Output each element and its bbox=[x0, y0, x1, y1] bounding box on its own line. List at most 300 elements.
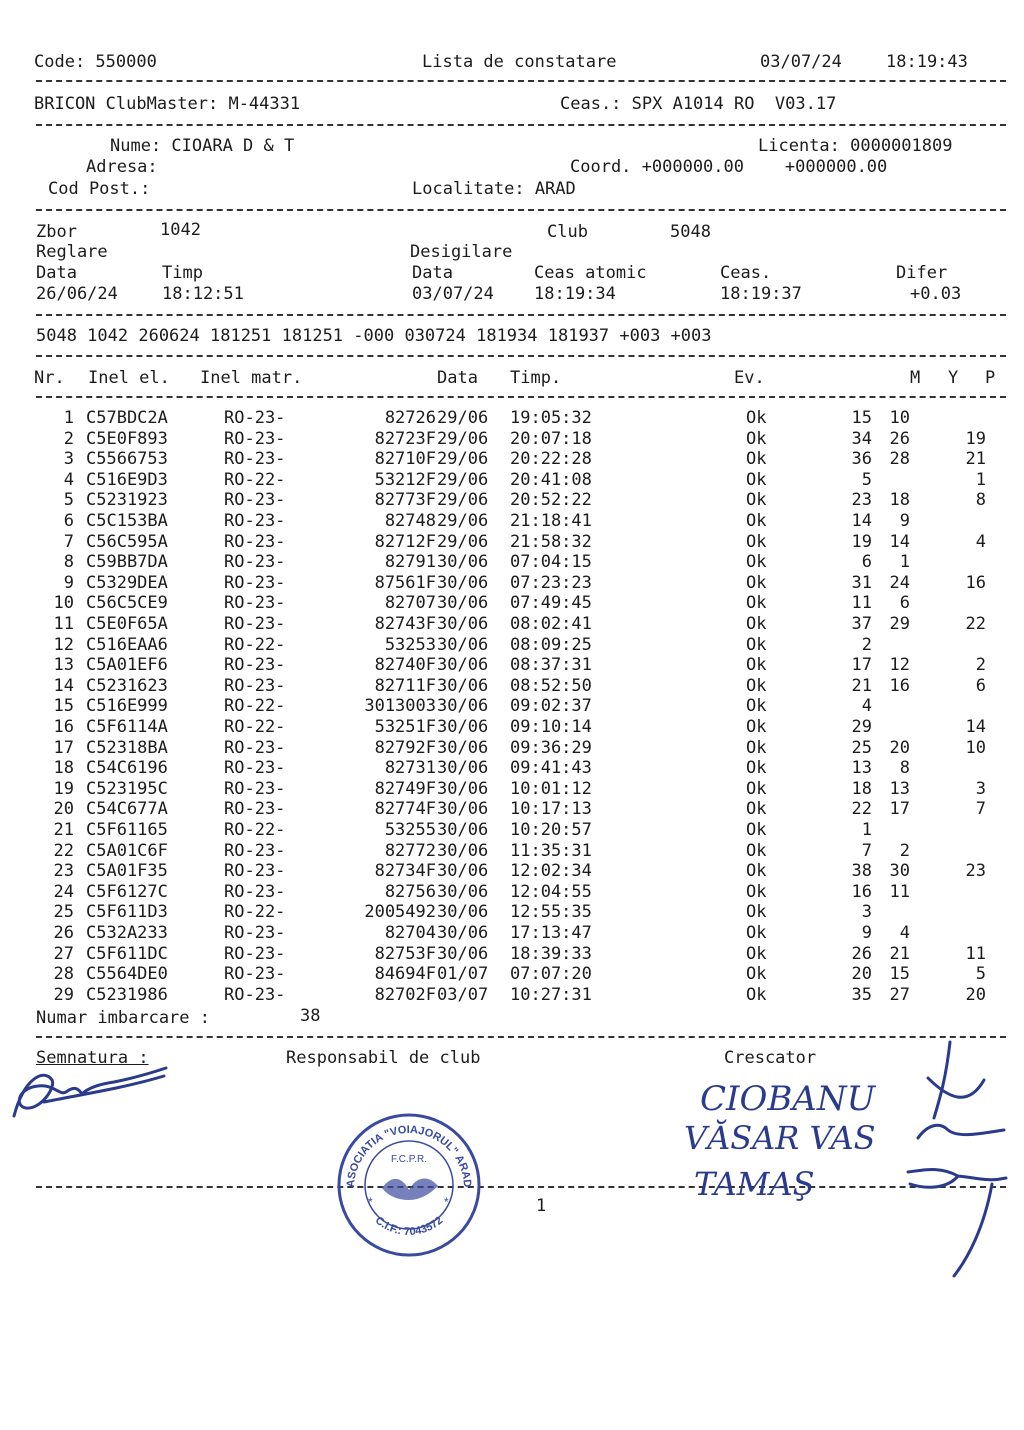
arrival-time: 09:02:37 bbox=[510, 696, 592, 717]
event-status: Ok bbox=[746, 511, 767, 531]
arrival-time: 10:17:13 bbox=[510, 799, 592, 820]
rank-y: 24 bbox=[889, 572, 910, 593]
row-number: 25 bbox=[53, 902, 74, 923]
electronic-ring: C5231986 bbox=[86, 984, 168, 1005]
electronic-ring: C5F6114A bbox=[86, 717, 168, 737]
electronic-ring: C5F611D3 bbox=[86, 902, 168, 923]
arrival-date: 01/07 bbox=[437, 964, 489, 985]
row-number: 26 bbox=[53, 923, 74, 943]
rank-m: 1 bbox=[861, 820, 872, 840]
signature-right bbox=[888, 1038, 1018, 1278]
table-row bbox=[0, 655, 1024, 676]
table-row bbox=[0, 408, 1024, 429]
table-row bbox=[0, 738, 1024, 759]
rank-y: 11 bbox=[889, 881, 910, 902]
page-number: 1 bbox=[536, 1196, 547, 1216]
rank-m: 38 bbox=[851, 861, 872, 882]
row-number: 29 bbox=[53, 984, 74, 1005]
arrival-date: 30/06 bbox=[437, 840, 489, 861]
arrival-time: 08:02:41 bbox=[510, 614, 592, 634]
electronic-ring: C57BDC2A bbox=[86, 408, 168, 428]
arrival-date: 30/06 bbox=[437, 737, 489, 758]
ring-prefix: RO-23- bbox=[224, 449, 286, 470]
table-row bbox=[0, 902, 1024, 923]
row-number: 21 bbox=[53, 820, 74, 840]
breeder-label: Crescator bbox=[724, 1048, 817, 1068]
event-status: Ok bbox=[746, 696, 767, 717]
divider bbox=[36, 124, 1006, 126]
ring-number: 82707 bbox=[384, 593, 436, 614]
col-data: Data bbox=[437, 368, 478, 388]
ring-prefix: RO-23- bbox=[224, 511, 286, 531]
arrival-date: 30/06 bbox=[437, 943, 489, 964]
col-y: Y bbox=[948, 368, 959, 388]
table-row bbox=[0, 923, 1024, 944]
club-number: 5048 bbox=[670, 222, 711, 242]
arrival-time: 20:07:18 bbox=[510, 428, 592, 449]
electronic-ring: C5F61165 bbox=[86, 820, 168, 840]
ring-prefix: RO-23- bbox=[224, 840, 286, 861]
rank-y: 2 bbox=[899, 840, 910, 861]
electronic-ring: C5A01EF6 bbox=[86, 655, 168, 676]
electronic-ring: C56C5CE9 bbox=[86, 593, 168, 614]
rank-p: 2 bbox=[975, 655, 986, 676]
row-number: 2 bbox=[63, 428, 74, 449]
rank-m: 23 bbox=[851, 490, 872, 511]
ring-prefix: RO-23- bbox=[224, 593, 286, 614]
electronic-ring: C516EAA6 bbox=[86, 634, 168, 655]
arrival-time: 12:55:35 bbox=[510, 902, 592, 923]
club-label: Club bbox=[547, 222, 588, 242]
ring-prefix: RO-23- bbox=[224, 861, 286, 882]
rank-y: 4 bbox=[899, 923, 910, 943]
table-row bbox=[0, 470, 1024, 491]
ring-prefix: RO-23- bbox=[224, 572, 286, 593]
ring-number: 82726 bbox=[384, 408, 436, 428]
bird-icon bbox=[382, 1178, 438, 1200]
ring-number: 82740F bbox=[374, 655, 436, 676]
row-number: 19 bbox=[53, 778, 74, 799]
ring-number: 82710F bbox=[374, 449, 436, 470]
rank-m: 34 bbox=[851, 428, 872, 449]
rank-y: 20 bbox=[889, 737, 910, 758]
arrival-date: 30/06 bbox=[437, 799, 489, 820]
event-status: Ok bbox=[746, 408, 767, 428]
club-responsible-label: Responsabil de club bbox=[286, 1048, 481, 1068]
reglare-date: 26/06/24 bbox=[36, 284, 118, 304]
difference-label: Difer bbox=[896, 263, 948, 283]
row-number: 9 bbox=[63, 572, 74, 593]
handwriting-line-3: TAMAŞ bbox=[694, 1165, 815, 1203]
rank-p: 3 bbox=[975, 778, 986, 799]
row-number: 15 bbox=[53, 696, 74, 717]
arrival-time: 21:58:32 bbox=[510, 531, 592, 552]
arrival-date: 30/06 bbox=[437, 634, 489, 655]
arrival-date: 30/06 bbox=[437, 675, 489, 696]
ring-prefix: RO-23- bbox=[224, 964, 286, 985]
electronic-ring: C5F611DC bbox=[86, 943, 168, 964]
handwriting-line-1: CIOBANU bbox=[700, 1079, 876, 1119]
ring-prefix: RO-22- bbox=[224, 717, 286, 737]
rank-m: 16 bbox=[851, 881, 872, 902]
ring-number: 82702F bbox=[374, 984, 436, 1005]
arrival-time: 18:39:33 bbox=[510, 943, 592, 964]
ring-number: 82749F bbox=[374, 778, 436, 799]
arrival-time: 20:52:22 bbox=[510, 490, 592, 511]
rank-m: 20 bbox=[851, 964, 872, 985]
arrival-date: 29/06 bbox=[437, 469, 489, 490]
electronic-ring: C54C6196 bbox=[86, 758, 168, 779]
stamp-text-mid: F.C.P.R. bbox=[391, 1154, 427, 1165]
rank-p: 8 bbox=[975, 490, 986, 511]
rank-m: 14 bbox=[851, 511, 872, 531]
reglare-label: Reglare bbox=[36, 242, 108, 262]
owner-name: Nume: CIOARA D & T bbox=[110, 136, 295, 156]
document-title: Lista de constatare bbox=[422, 52, 617, 72]
event-status: Ok bbox=[746, 758, 767, 779]
row-number: 28 bbox=[53, 964, 74, 985]
row-number: 16 bbox=[53, 717, 74, 737]
ring-prefix: RO-23- bbox=[224, 614, 286, 634]
table-row bbox=[0, 532, 1024, 553]
rank-p: 10 bbox=[965, 737, 986, 758]
arrival-time: 10:20:57 bbox=[510, 820, 592, 840]
arrival-date: 30/06 bbox=[437, 902, 489, 923]
rank-m: 25 bbox=[851, 737, 872, 758]
arrival-date: 30/06 bbox=[437, 696, 489, 717]
rank-m: 13 bbox=[851, 758, 872, 779]
rank-y: 16 bbox=[889, 675, 910, 696]
ring-number: 82772 bbox=[384, 840, 436, 861]
ring-prefix: RO-23- bbox=[224, 778, 286, 799]
table-row bbox=[0, 552, 1024, 573]
ring-prefix: RO-23- bbox=[224, 408, 286, 428]
electronic-ring: C516E9D3 bbox=[86, 469, 168, 490]
arrival-time: 09:41:43 bbox=[510, 758, 592, 779]
rank-p: 7 bbox=[975, 799, 986, 820]
arrival-time: 07:07:20 bbox=[510, 964, 592, 985]
divider bbox=[36, 396, 1006, 398]
ring-prefix: RO-23- bbox=[224, 984, 286, 1005]
desigilare-label: Desigilare bbox=[410, 242, 513, 262]
event-status: Ok bbox=[746, 881, 767, 902]
event-status: Ok bbox=[746, 717, 767, 737]
event-status: Ok bbox=[746, 964, 767, 985]
ring-number: 82756 bbox=[384, 881, 436, 902]
table-row bbox=[0, 717, 1024, 738]
electronic-ring: C59BB7DA bbox=[86, 552, 168, 573]
ring-prefix: RO-22- bbox=[224, 634, 286, 655]
electronic-ring: C52318BA bbox=[86, 737, 168, 758]
rank-m: 11 bbox=[851, 593, 872, 614]
rank-y: 9 bbox=[899, 511, 910, 531]
boarding-count: 38 bbox=[300, 1006, 321, 1026]
rank-y: 21 bbox=[889, 943, 910, 964]
rank-m: 18 bbox=[851, 778, 872, 799]
ring-prefix: RO-23- bbox=[224, 799, 286, 820]
rank-p: 20 bbox=[965, 984, 986, 1005]
arrival-time: 09:10:14 bbox=[510, 717, 592, 737]
electronic-ring: C5C153BA bbox=[86, 511, 168, 531]
arrival-date: 29/06 bbox=[437, 511, 489, 531]
signature-label: Semnatura : bbox=[36, 1048, 149, 1068]
arrival-time: 19:05:32 bbox=[510, 408, 592, 428]
coordinates: Coord. +000000.00 +000000.00 bbox=[570, 157, 888, 177]
ring-prefix: RO-23- bbox=[224, 531, 286, 552]
stamp-text-bottom: C.I.F.: 7043572 bbox=[372, 1214, 446, 1239]
event-status: Ok bbox=[746, 634, 767, 655]
event-status: Ok bbox=[746, 820, 767, 840]
print-date: 03/07/24 bbox=[760, 52, 842, 72]
flight-label: Zbor bbox=[36, 222, 77, 242]
row-number: 20 bbox=[53, 799, 74, 820]
arrival-time: 10:27:31 bbox=[510, 984, 592, 1005]
rank-m: 15 bbox=[851, 408, 872, 428]
stamp-text-top: ASOCIATIA "VOIAJORUL" ARAD bbox=[344, 1123, 474, 1188]
ring-prefix: RO-22- bbox=[224, 902, 286, 923]
arrival-date: 30/06 bbox=[437, 655, 489, 676]
arrival-time: 07:49:45 bbox=[510, 593, 592, 614]
event-status: Ok bbox=[746, 531, 767, 552]
event-status: Ok bbox=[746, 428, 767, 449]
ring-prefix: RO-23- bbox=[224, 655, 286, 676]
table-row bbox=[0, 799, 1024, 820]
code-label: Code: 550000 bbox=[34, 52, 157, 72]
rank-y: 29 bbox=[889, 614, 910, 634]
ring-number: 84694F bbox=[374, 964, 436, 985]
row-number: 23 bbox=[53, 861, 74, 882]
row-number: 1 bbox=[63, 408, 74, 428]
row-number: 10 bbox=[53, 593, 74, 614]
rank-p: 22 bbox=[965, 614, 986, 634]
ring-prefix: RO-23- bbox=[224, 923, 286, 943]
row-number: 22 bbox=[53, 840, 74, 861]
electronic-ring: C5564DE0 bbox=[86, 964, 168, 985]
clubmaster-id: BRICON ClubMaster: M-44331 bbox=[34, 94, 301, 114]
arrival-time: 07:04:15 bbox=[510, 552, 592, 573]
rank-m: 26 bbox=[851, 943, 872, 964]
signature-left bbox=[4, 1058, 174, 1128]
rank-m: 19 bbox=[851, 531, 872, 552]
event-status: Ok bbox=[746, 655, 767, 676]
arrival-time: 09:36:29 bbox=[510, 737, 592, 758]
row-number: 5 bbox=[63, 490, 74, 511]
event-status: Ok bbox=[746, 675, 767, 696]
locality: Localitate: ARAD bbox=[412, 179, 576, 199]
electronic-ring: C532A233 bbox=[86, 923, 168, 943]
association-stamp bbox=[334, 1110, 484, 1260]
event-status: Ok bbox=[746, 593, 767, 614]
desigilare-date: 03/07/24 bbox=[412, 284, 494, 304]
rank-y: 27 bbox=[889, 984, 910, 1005]
arrival-time: 12:04:55 bbox=[510, 881, 592, 902]
arrival-date: 29/06 bbox=[437, 531, 489, 552]
arrival-date: 30/06 bbox=[437, 552, 489, 573]
row-number: 14 bbox=[53, 675, 74, 696]
rank-m: 3 bbox=[861, 902, 872, 923]
electronic-ring: C56C595A bbox=[86, 531, 168, 552]
col-inel-matr: Inel matr. bbox=[200, 368, 303, 388]
ring-prefix: RO-22- bbox=[224, 469, 286, 490]
event-status: Ok bbox=[746, 469, 767, 490]
row-number: 11 bbox=[53, 614, 74, 634]
rank-y: 12 bbox=[889, 655, 910, 676]
rank-y: 26 bbox=[889, 428, 910, 449]
arrival-time: 17:13:47 bbox=[510, 923, 592, 943]
ring-number: 82743F bbox=[374, 614, 436, 634]
col-timp: Timp. bbox=[510, 368, 562, 388]
ring-number: 82712F bbox=[374, 531, 436, 552]
reglare-time: 18:12:51 bbox=[162, 284, 244, 304]
divider bbox=[36, 1036, 1006, 1038]
electronic-ring: C5566753 bbox=[86, 449, 168, 470]
arrival-time: 08:37:31 bbox=[510, 655, 592, 676]
rank-p: 6 bbox=[975, 675, 986, 696]
rank-p: 5 bbox=[975, 964, 986, 985]
rank-p: 1 bbox=[975, 469, 986, 490]
ring-number: 82773F bbox=[374, 490, 436, 511]
ring-number: 82774F bbox=[374, 799, 436, 820]
arrival-date: 29/06 bbox=[437, 428, 489, 449]
boarding-count-label: Numar imbarcare : bbox=[36, 1008, 210, 1028]
summary-line: 5048 1042 260624 181251 181251 -000 030724 181934 181937 +003 +003 bbox=[36, 326, 712, 346]
table-row bbox=[0, 758, 1024, 779]
ring-number: 87561F bbox=[374, 572, 436, 593]
license-number: Licenta: 0000001809 bbox=[758, 136, 953, 156]
ring-number: 82791 bbox=[384, 552, 436, 573]
col-nr: Nr. bbox=[34, 368, 65, 388]
ring-number: 53255 bbox=[384, 820, 436, 840]
svg-text:C.I.F.: 7043572 bbox=[373, 1214, 445, 1238]
row-number: 17 bbox=[53, 737, 74, 758]
event-status: Ok bbox=[746, 778, 767, 799]
rank-y: 10 bbox=[889, 408, 910, 428]
table-row bbox=[0, 985, 1024, 1006]
arrival-date: 30/06 bbox=[437, 778, 489, 799]
star-icon: * bbox=[444, 1195, 449, 1209]
ring-number: 82704 bbox=[384, 923, 436, 943]
ring-number: 53212F bbox=[374, 469, 436, 490]
rank-m: 5 bbox=[861, 469, 872, 490]
table-row bbox=[0, 841, 1024, 862]
arrival-date: 29/06 bbox=[437, 449, 489, 470]
arrival-date: 30/06 bbox=[437, 717, 489, 737]
event-status: Ok bbox=[746, 943, 767, 964]
col-p: P bbox=[985, 368, 996, 388]
electronic-ring: C5E0F893 bbox=[86, 428, 168, 449]
table-row bbox=[0, 449, 1024, 470]
address-label: Adresa: bbox=[86, 157, 158, 177]
ring-prefix: RO-23- bbox=[224, 552, 286, 573]
ring-number: 82723F bbox=[374, 428, 436, 449]
rank-y: 30 bbox=[889, 861, 910, 882]
arrival-time: 08:52:50 bbox=[510, 675, 592, 696]
ring-prefix: RO-23- bbox=[224, 943, 286, 964]
postal-code-label: Cod Post.: bbox=[48, 179, 151, 199]
rank-p: 11 bbox=[965, 943, 986, 964]
arrival-date: 03/07 bbox=[437, 984, 489, 1005]
arrival-time: 20:41:08 bbox=[510, 469, 592, 490]
atomic-clock-label: Ceas atomic bbox=[534, 263, 647, 283]
arrival-date: 30/06 bbox=[437, 593, 489, 614]
rank-m: 22 bbox=[851, 799, 872, 820]
electronic-ring: C54C677A bbox=[86, 799, 168, 820]
arrival-date: 30/06 bbox=[437, 614, 489, 634]
data-label: Data bbox=[412, 263, 453, 283]
event-status: Ok bbox=[746, 737, 767, 758]
divider bbox=[36, 1186, 1006, 1188]
clock-label: Ceas. bbox=[720, 263, 772, 283]
table-row bbox=[0, 490, 1024, 511]
row-number: 4 bbox=[63, 469, 74, 490]
arrival-date: 30/06 bbox=[437, 572, 489, 593]
ring-number: 82753F bbox=[374, 943, 436, 964]
event-status: Ok bbox=[746, 840, 767, 861]
arrival-date: 30/06 bbox=[437, 758, 489, 779]
row-number: 8 bbox=[63, 552, 74, 573]
rank-m: 37 bbox=[851, 614, 872, 634]
table-row bbox=[0, 820, 1024, 841]
rank-m: 29 bbox=[851, 717, 872, 737]
rank-m: 17 bbox=[851, 655, 872, 676]
divider bbox=[36, 314, 1006, 316]
table-row bbox=[0, 676, 1024, 697]
row-number: 7 bbox=[63, 531, 74, 552]
event-status: Ok bbox=[746, 552, 767, 573]
electronic-ring: C5329DEA bbox=[86, 572, 168, 593]
col-ev: Ev. bbox=[734, 368, 765, 388]
rank-y: 14 bbox=[889, 531, 910, 552]
rank-m: 2 bbox=[861, 634, 872, 655]
electronic-ring: C5F6127C bbox=[86, 881, 168, 902]
arrival-date: 30/06 bbox=[437, 923, 489, 943]
arrival-time: 21:18:41 bbox=[510, 511, 592, 531]
ring-number: 53251F bbox=[374, 717, 436, 737]
timp-label: Timp bbox=[162, 263, 203, 283]
arrival-time: 11:35:31 bbox=[510, 840, 592, 861]
rank-y: 28 bbox=[889, 449, 910, 470]
clock-difference: +0.03 bbox=[910, 284, 962, 304]
rank-y: 13 bbox=[889, 778, 910, 799]
table-row bbox=[0, 861, 1024, 882]
desigilare-atomic-time: 18:19:34 bbox=[534, 284, 616, 304]
table-row bbox=[0, 429, 1024, 450]
rank-p: 4 bbox=[975, 531, 986, 552]
event-status: Ok bbox=[746, 572, 767, 593]
ring-number: 82734F bbox=[374, 861, 436, 882]
rank-m: 35 bbox=[851, 984, 872, 1005]
rank-p: 23 bbox=[965, 861, 986, 882]
flight-number: 1042 bbox=[160, 220, 201, 240]
table-row bbox=[0, 696, 1024, 717]
table-row bbox=[0, 511, 1024, 532]
rank-p: 19 bbox=[965, 428, 986, 449]
ring-number: 2005492 bbox=[364, 902, 436, 923]
table-row bbox=[0, 573, 1024, 594]
rank-p: 16 bbox=[965, 572, 986, 593]
divider bbox=[36, 209, 1006, 211]
row-number: 12 bbox=[53, 634, 74, 655]
print-time: 18:19:43 bbox=[886, 52, 968, 72]
ring-prefix: RO-23- bbox=[224, 881, 286, 902]
ring-prefix: RO-23- bbox=[224, 758, 286, 779]
rank-m: 6 bbox=[861, 552, 872, 573]
event-status: Ok bbox=[746, 923, 767, 943]
ring-prefix: RO-23- bbox=[224, 737, 286, 758]
arrival-date: 29/06 bbox=[437, 408, 489, 428]
ring-number: 53253 bbox=[384, 634, 436, 655]
table-row bbox=[0, 964, 1024, 985]
